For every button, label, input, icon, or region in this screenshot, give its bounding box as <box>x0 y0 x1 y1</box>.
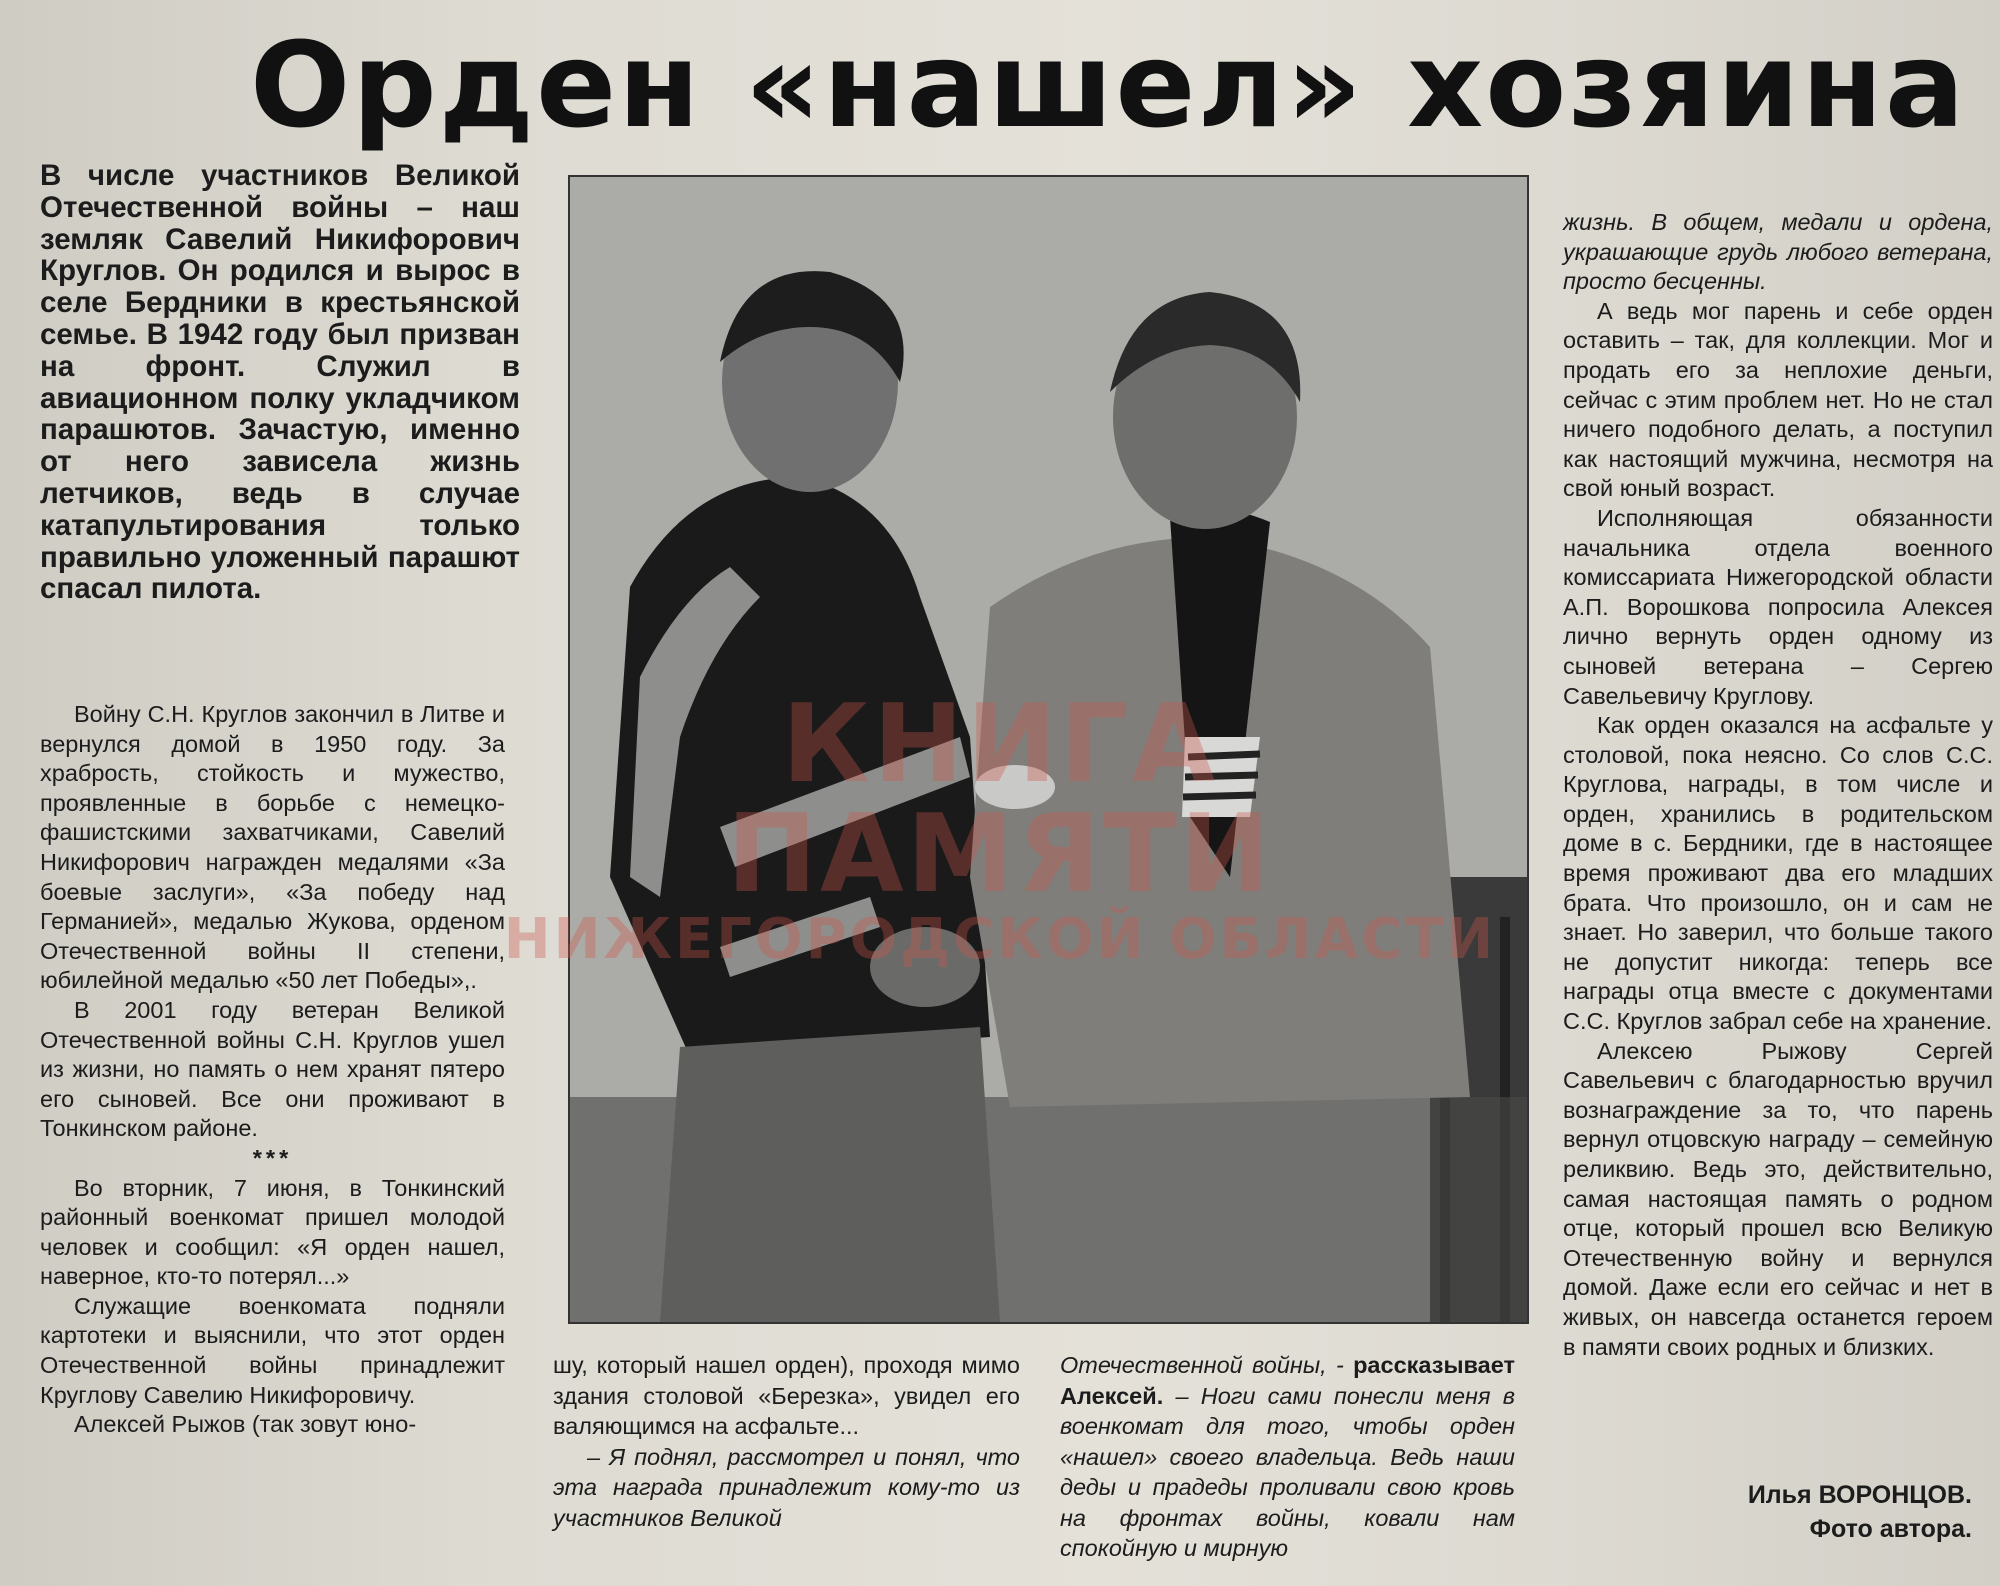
paragraph: Служащие военкомата подняли картотеки и выяснили, что этот орден Отечественной войны принадлежит Круглову Савелию Никифоровичу. <box>40 1292 505 1408</box>
quote-text: Отечественной войны, - <box>1060 1352 1344 1378</box>
photo-illustration <box>570 177 1527 1322</box>
paragraph: Алексей Рыжов (так зовут юно- <box>74 1411 417 1438</box>
column-1 <box>40 700 505 1440</box>
paragraph: Как орден оказался на асфальте у столовой, пока неясно. Со слов С.С. Круглова, награды, в том числе и орден, хранились в родительском доме в с. Бердники, где в настоящее время проживают два его младших брата. Что произошло, он и сам не знает. Но заверил, что больше такого не допустит никогда: теперь все награды отца вместе с документами С.С. Круглов забрал себе на хранение. <box>1563 712 1993 1035</box>
column-2 <box>553 1350 1020 1533</box>
byline <box>1748 1478 1972 1546</box>
paragraph: Во вторник, 7 июня, в Тонкинский районный военкомат пришел молодой человек и сообщил: «Я орден нашел, наверное, кто-то потерял...» <box>40 1174 505 1290</box>
lead-text: В числе участников Великой Отечественной войны – наш земляк Савелий Никифорович Круглов. Он родился и вырос в селе Бердники в крестьянской семье. В 1942 году был призван на фронт. Служил в авиационном полку укладчиком парашютов. Зачастую, именно от него зависела жизнь летчиков, ведь в случае катапультирования только правильно уложенный парашют спасал пилота. <box>40 159 520 606</box>
watermark-line-2: НИЖЕГОРОДСКОЙ ОБЛАСТИ <box>503 907 1497 972</box>
column-3 <box>1060 1350 1515 1564</box>
paragraph: Исполняющая обязанности начальника отдела военного комиссариата Нижегородской области А.П. Ворошкова попросила Алексея лично вернуть орден одному из сыновей ветерана – Сергею Савельевичу Круглову. <box>1563 504 1993 709</box>
headline: Орден «нашел» хозяина <box>250 16 1967 154</box>
lead-paragraph <box>40 160 520 605</box>
paragraph: шу, который нашел орден), проходя мимо здания столовой «Березка», увидел его валяющимся на асфальте... <box>553 1352 1020 1439</box>
paragraph: Алексею Рыжову Сергей Савельевич с благодарностью вручил вознаграждение за то, что парень вернул отцовскую награду – семейную реликвию. Ведь это, действительно, самая настоящая память о родном отце, который прошел всю Великую Отечественную войну и вернулся домой. Даже если его сейчас и нет в живых, он навсегда останется героем в памяти своих родных и близких. <box>1563 1037 1993 1360</box>
paragraph <box>1060 1350 1515 1564</box>
quote-paragraph: – Я поднял, рассмотрел и понял, что эта награда принадлежит кому-то из участников Великой <box>553 1443 1020 1531</box>
paragraph: А ведь мог парень и себе орден оставить – так, для коллекции. Мог и продать его за неплохие деньги, сейчас с этим проблем нет. Но не стал ничего подобного делать, а поступил как настоящий мужчина, несмотря на свой юный возраст. <box>1563 297 1993 502</box>
article-photo <box>568 175 1529 1324</box>
watermark-line-1: КНИГА ПАМЯТИ <box>726 682 1274 917</box>
section-separator: *** <box>252 1144 293 1171</box>
photo-credit: Фото автора. <box>1809 1515 1972 1543</box>
column-4 <box>1563 208 1993 1362</box>
quote-text: – Ноги сами понесли меня в военкомат для того, чтобы орден «нашел» своего владельца. Ведь наши деды и прадеды проливали свою кровь на фронтах войны, ковали нам спокойную и мирную <box>1060 1382 1515 1561</box>
author-name: Илья ВОРОНЦОВ. <box>1747 1481 1972 1509</box>
quote-paragraph: жизнь. В общем, медали и ордена, украшающие грудь любого ветерана, просто бесценны. <box>1563 209 1993 295</box>
attribution-text: рассказывает Алексей. <box>1060 1352 1515 1409</box>
paragraph: Войну С.Н. Круглов закончил в Литве и вернулся домой в 1950 году. За храбрость, стойкость и мужество, проявленные в борьбе с немецко-фашистскими захватчиками, Савелий Никифорович награжден медалями «За боевые заслуги», «За победу над Германией», медалью Жукова, орденом Отечественной войны II степени, юбилейной медалью «50 лет Победы»,. <box>40 701 505 994</box>
paragraph: В 2001 году ветеран Великой Отечественной войны С.Н. Круглов ушел из жизни, но память о нем хранят пятеро его сыновей. Все они проживают в Тонкинском районе. <box>40 996 505 1142</box>
